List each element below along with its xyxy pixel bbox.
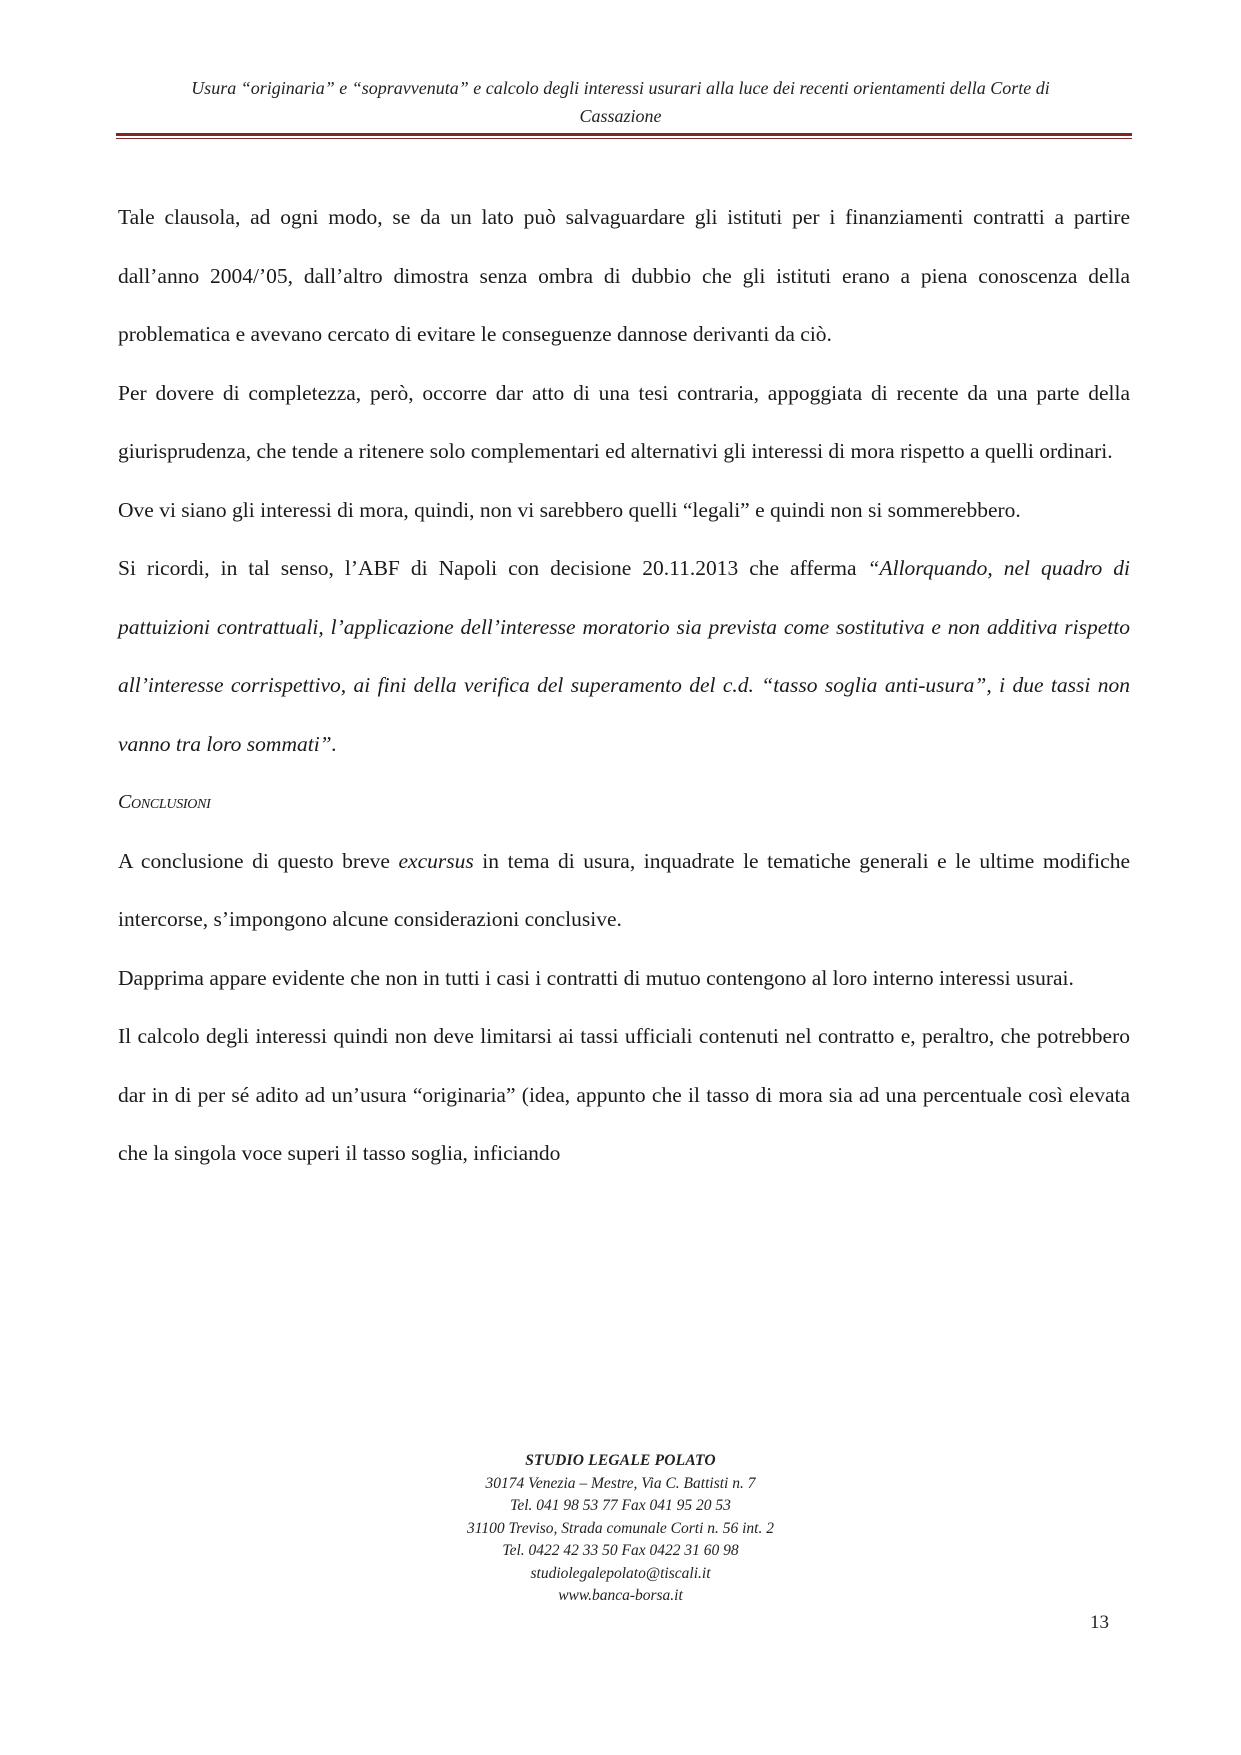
paragraph-5-a: A conclusione di questo breve bbox=[118, 848, 399, 873]
section-title-conclusions: Conclusioni bbox=[118, 791, 211, 813]
header-rule bbox=[116, 133, 1132, 139]
paragraph-4 bbox=[118, 539, 1130, 773]
page-footer bbox=[100, 1450, 1141, 1608]
footer-email: studiolegalepolato@tiscali.it bbox=[530, 1564, 711, 1582]
footer-firm-name: STUDIO LEGALE POLATO bbox=[525, 1452, 716, 1469]
paragraph-5-b: in tema di usura, inquadrate le tematiche generali e le ultime modifiche intercorse, s’impongono alcune considerazioni conclusive. bbox=[118, 848, 1130, 931]
header-title-line1: Usura “originaria” e “sopravvenuta” e calcolo degli interessi usurari alla luce dei recenti orientamenti della Corte di bbox=[191, 78, 1050, 98]
page-number: 13 bbox=[1090, 1612, 1109, 1633]
footer-phone-treviso: Tel. 0422 42 33 50 Fax 0422 31 60 98 bbox=[502, 1542, 739, 1559]
footer-phone-venezia: Tel. 041 98 53 77 Fax 041 95 20 53 bbox=[510, 1497, 731, 1514]
footer-website: www.banca-borsa.it bbox=[558, 1587, 683, 1604]
paragraph-5-emphasis: excursus bbox=[398, 848, 474, 873]
paragraph-4-intro: Si ricordi, in tal senso, l’ABF di Napoli con decisione 20.11.2013 che afferma bbox=[118, 556, 868, 580]
paragraph-6: Dapprima appare evidente che non in tutti i casi i contratti di mutuo contengono al loro interno interessi usurai. bbox=[118, 965, 1074, 990]
running-header bbox=[100, 74, 1141, 130]
footer-address-treviso: 31100 Treviso, Strada comunale Corti n. 56 int. 2 bbox=[467, 1519, 774, 1537]
header-title-line2: Cassazione bbox=[579, 106, 662, 126]
main-content bbox=[118, 188, 1130, 1183]
paragraph-5 bbox=[118, 832, 1130, 949]
paragraph-2: Per dovere di completezza, però, occorre dar atto di una tesi contraria, appoggiata di recente da una parte della giurisprudenza, che tende a ritenere solo complementari ed alternativi gli interessi di mora rispetto a quelli ordinari. bbox=[118, 380, 1130, 463]
paragraph-7: Il calcolo degli interessi quindi non deve limitarsi ai tassi ufficiali contenuti nel contratto e, peraltro, che potrebbero dar in di per sé adito ad un’usura “originaria” (idea, appunto che il tasso di mora sia ad una percentuale così elevata che la singola voce superi il tasso soglia, inficiando bbox=[118, 1024, 1130, 1165]
footer-address-venezia: 30174 Venezia – Mestre, Via C. Battisti n. 7 bbox=[485, 1474, 756, 1492]
paragraph-4-quote: “Allorquando, nel quadro di pattuizioni contrattuali, l’applicazione dell’interesse moratorio sia prevista come sostitutiva e non additiva rispetto all’interesse corrispettivo, ai fini della verifica del superamento del c.d. “tasso soglia anti-usura”, i due tassi non vanno tra loro sommati”. bbox=[118, 556, 1131, 756]
paragraph-1: Tale clausola, ad ogni modo, se da un lato può salvaguardare gli istituti per i finanziamenti contratti a partire dall’anno 2004/’05, dall’altro dimostra senza ombra di dubbio che gli istituti erano a piena conoscenza della problematica e avevano cercato di evitare le conseguenze dannose derivanti da ciò. bbox=[118, 205, 1130, 346]
paragraph-3: Ove vi siano gli interessi di mora, quindi, non vi sarebbero quelli “legali” e quindi non si sommerebbero. bbox=[118, 497, 1021, 522]
